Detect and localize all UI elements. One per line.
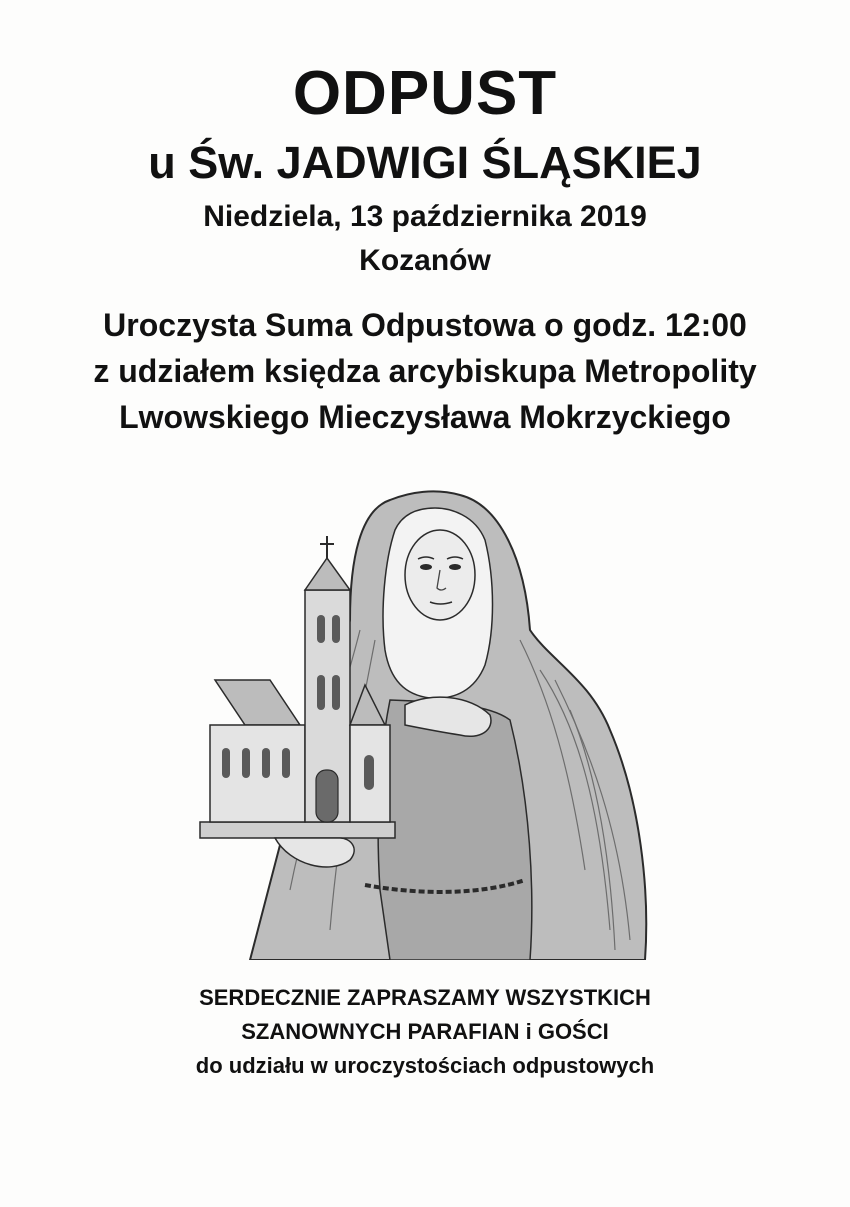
mass-line-2: z udziałem księdza arcybiskupa Metropolity xyxy=(93,353,757,389)
face-shape xyxy=(405,530,475,620)
mass-line-1: Uroczysta Suma Odpustowa o godz. 12:00 xyxy=(103,307,747,343)
robe-shape xyxy=(378,700,532,960)
church-base xyxy=(200,822,395,838)
invitation-line-2: SZANOWNYCH PARAFIAN i GOŚCI xyxy=(241,1019,609,1044)
saint-illustration xyxy=(190,470,660,960)
invitation-line-3: do udziału w uroczystościach odpustowych xyxy=(195,1053,655,1078)
mass-line-3: Lwowskiego Mieczysława Mokrzyckiego xyxy=(119,399,731,435)
church-spire xyxy=(305,558,350,590)
event-date: Niedziela, 13 października 2019 xyxy=(203,200,647,233)
invitation-line-1: SERDECZNIE ZAPRASZAMY WSZYSTKICH xyxy=(199,985,651,1010)
church-door xyxy=(316,770,338,822)
poster-subtitle: u Św. JADWIGI ŚLĄSKIEJ xyxy=(148,137,702,188)
poster-title: ODPUST xyxy=(292,59,558,128)
event-place: Kozanów xyxy=(359,244,491,277)
church-roof xyxy=(215,680,300,725)
